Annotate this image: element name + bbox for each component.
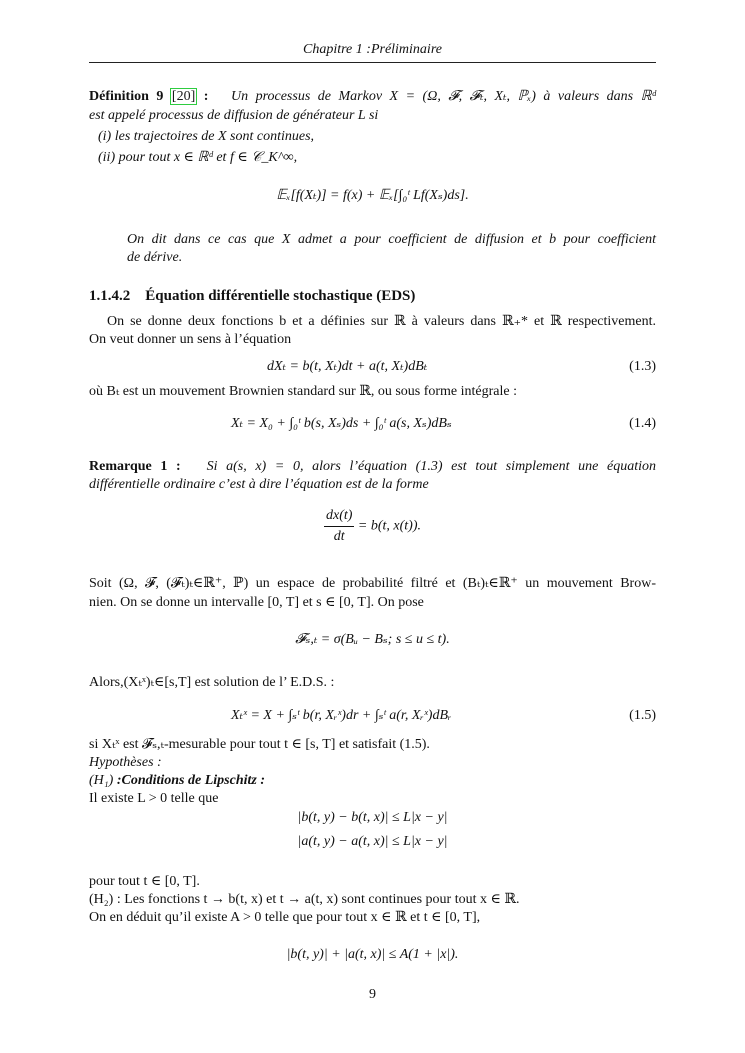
section-number: 1.1.4.2 [89, 288, 131, 304]
il-existe-line: Il existe L > 0 telle que [89, 791, 219, 806]
growth-inequality: |b(t, y)| + |a(t, x)| ≤ A(1 + |x|). [286, 947, 459, 962]
equation-1-5-body: Xₜˣ = X + ∫ₛᵗ b(r, Xᵣˣ)dr + ∫ₛᵗ a(r, Xᵣˣ)dBᵣ [231, 708, 452, 723]
lipschitz-inequality-b: |b(t, y) − b(t, x)| ≤ L|x − y| [297, 810, 448, 825]
definition-colon: : [203, 89, 209, 104]
citation-link[interactable]: [20] [171, 89, 196, 104]
h2-line: (H₂) : Les fonctions t → b(t, x) et t → a(t, x) sont continues pour tout x ∈ ℝ. [89, 892, 520, 907]
remark-label: Remarque 1 : [89, 459, 181, 474]
ode-equation [89, 506, 656, 547]
soit-line-2: nien. On se donne un intervalle [0, T] et s ∈ [0, T]. On pose [89, 595, 424, 610]
pour-tout-line: pour tout t ∈ [0, T]. [89, 874, 200, 889]
remark-line-1 [89, 458, 656, 476]
page-number: 9 [369, 987, 376, 1002]
hypotheses-label: Hypothèses : [89, 755, 162, 770]
definition-line-2: est appelé processus de diffusion de générateur L si [89, 108, 379, 123]
section-heading [89, 287, 656, 305]
remark-text: Si a(s, x) = 0, alors l’équation (1.3) est tout simplement une équation [206, 459, 656, 474]
h1-title: :Conditions de Lipschitz : [116, 773, 265, 788]
equation-1-5-number: (1.5) [629, 708, 656, 723]
on-en-deduit-line: On en déduit qu’il existe A > 0 telle que pour tout x ∈ ℝ et t ∈ [0, T], [89, 910, 481, 925]
equation-1-3-number: (1.3) [629, 359, 656, 374]
running-header: Chapitre 1 :Préliminaire [303, 42, 442, 57]
definition-text: Un processus de Markov X = (Ω, 𝓕, 𝓕ₜ, Xₜ, ℙₓ) à valeurs dans ℝᵈ [230, 89, 657, 104]
equation-1-4-number: (1.4) [629, 416, 656, 431]
ode-fraction [324, 506, 354, 547]
definition-item-1: (i) les trajectoires de X sont continues, [98, 129, 315, 144]
definition-note-2: de dérive. [127, 250, 183, 265]
equation-1-4-body: Xₜ = X₀ + ∫₀ᵗ b(s, Xₛ)ds + ∫₀ᵗ a(s, Xₛ)dBₛ [231, 416, 452, 431]
header-rule [89, 62, 656, 63]
paragraph-line-2: On veut donner un sens à l’équation [89, 332, 292, 347]
section-title: Équation différentielle stochastique (EDS) [145, 288, 416, 304]
ode-rhs: = b(t, x(t)). [357, 518, 422, 534]
definition-line-1 [89, 88, 656, 106]
equation-1-3-body: dXₜ = b(t, Xₜ)dt + a(t, Xₜ)dBₜ [267, 359, 428, 374]
lipschitz-inequality-a: |a(t, y) − a(t, x)| ≤ L|x − y| [297, 834, 448, 849]
definition-note-1: On dit dans ce cas que X admet a pour coefficient de diffusion et b pour coefficient [127, 232, 656, 247]
soit-line-1: Soit (Ω, 𝓕, (𝓕ₜ)ₜ∈ℝ⁺, ℙ) un espace de probabilité filtré et (Bₜ)ₜ∈ℝ⁺ un mouvement Brow- [89, 576, 656, 591]
definition-equation: 𝔼ₓ[f(Xₜ)] = f(x) + 𝔼ₓ[∫₀ᵗ Lf(Xₛ)ds]. [276, 188, 469, 203]
filtration-equation: 𝓕ₛ,ₜ = σ(Bᵤ − Bₛ; s ≤ u ≤ t). [295, 632, 450, 647]
h1-line [89, 772, 656, 790]
definition-item-2: (ii) pour tout x ∈ ℝᵈ et f ∈ 𝒞_K^∞, [98, 150, 298, 165]
fraction-numerator: dx(t) [324, 506, 354, 527]
paragraph-line-1: On se donne deux fonctions b et a définies sur ℝ à valeurs dans ℝ₊* et ℝ respectivement. [107, 314, 656, 329]
h1-prefix: (H₁) [89, 773, 114, 788]
fraction-denominator: dt [333, 529, 345, 544]
alors-line: Alors,(Xₜˣ)ₜ∈[s,T] est solution de l’ E.D.S. : [89, 675, 335, 690]
ou-line: où Bₜ est un mouvement Brownien standard sur ℝ, ou sous forme intégrale : [89, 384, 518, 399]
remark-line-2: différentielle ordinaire c’est à dire l’équation est de la forme [89, 477, 429, 492]
si-line: si Xₜˣ est 𝓕ₛ,ₜ-mesurable pour tout t ∈ [s, T] et satisfait (1.5). [89, 737, 430, 752]
definition-label: Définition 9 [89, 89, 164, 104]
